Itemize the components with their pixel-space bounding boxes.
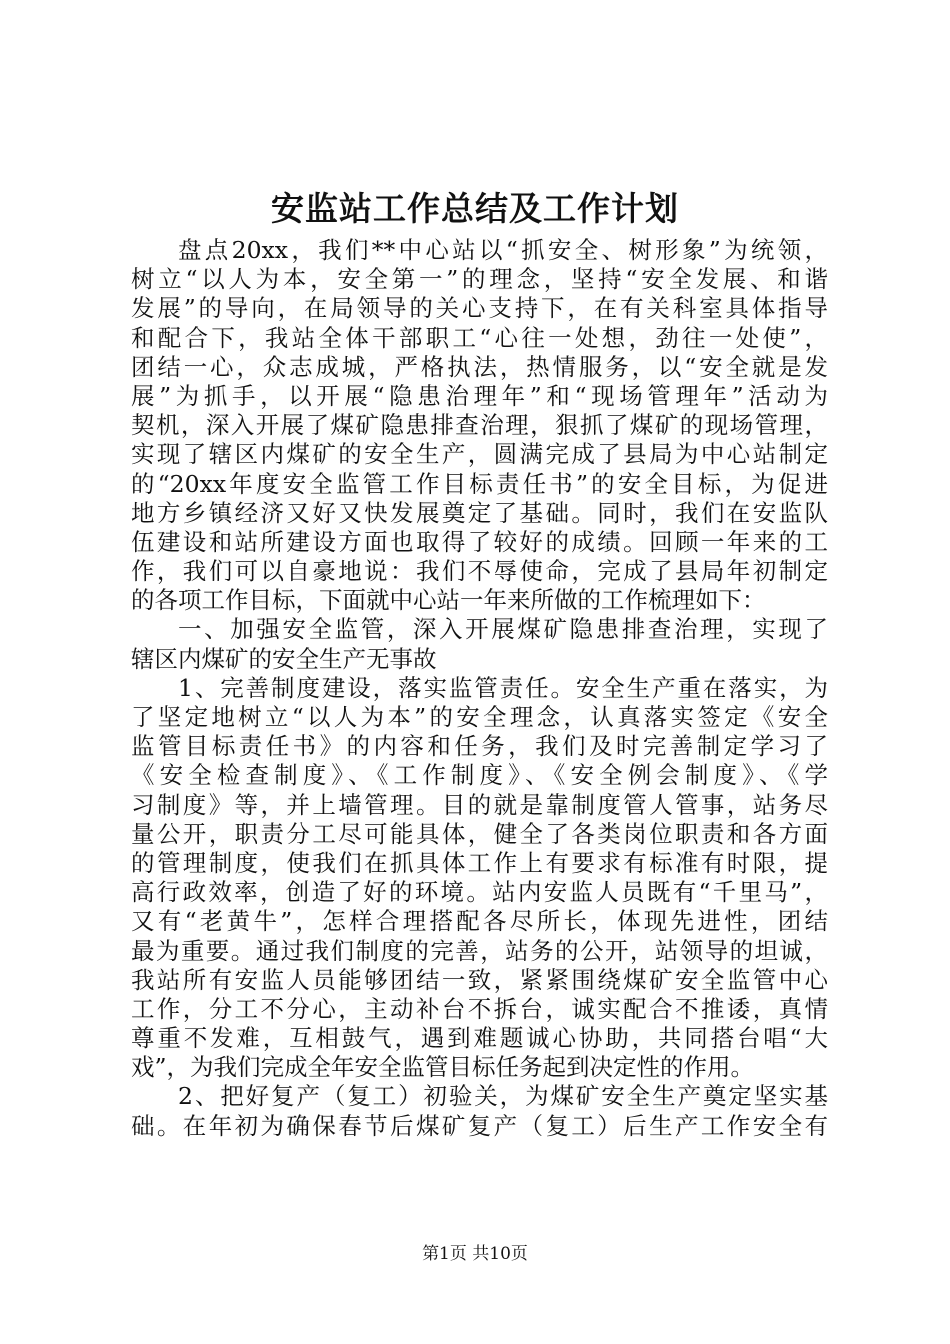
body-line: 伍建设和站所建设方面也取得了较好的成绩。回顾一年来的工 (131, 527, 828, 556)
body-line: 尊重不发难，互相鼓气，遇到难题诚心协助，共同搭台唱“大 (131, 1024, 828, 1053)
section-heading-line: 一、加强安全监管，深入开展煤矿隐患排查治理，实现了 (178, 615, 828, 644)
body-line: 实现了辖区内煤矿的安全生产，圆满完成了县局为中心站制定 (131, 440, 828, 469)
body-line: 盘点20xx，我们**中心站以“抓安全、树形象”为统领， (178, 236, 828, 264)
body-line: 又有“老黄牛”，怎样合理搭配各尽所长，体现先进性，团结 (131, 907, 828, 936)
body-line: 1、完善制度建设，落实监管责任。安全生产重在落实，为 (178, 673, 828, 702)
body-line: 最为重要。通过我们制度的完善，站务的公开，站领导的坦诚， (131, 936, 828, 965)
body-line: 的各项工作目标，下面就中心站一年来所做的工作梳理如下： (131, 586, 766, 615)
body-line: 和配合下，我站全体干部职工“心往一处想，劲往一处使”， (131, 323, 828, 352)
body-line: 高行政效率，创造了好的环境。站内安监人员既有“千里马”， (131, 878, 828, 907)
body-line: 契机，深入开展了煤矿隐患排查治理，狠抓了煤矿的现场管理， (131, 411, 828, 440)
body-line: 《安全检查制度》、《工作制度》、《安全例会制度》、《学 (131, 761, 828, 790)
body-line: 量公开，职责分工尽可能具体，健全了各类岗位职责和各方面 (131, 819, 828, 848)
body-line: 的管理制度，使我们在抓具体工作上有要求有标准有时限，提 (131, 848, 828, 877)
body-line: 我站所有安监人员能够团结一致，紧紧围绕煤矿安全监管中心 (131, 965, 828, 994)
body-line: 监管目标责任书》的内容和任务，我们及时完善制定学习了 (131, 732, 828, 761)
body-line: 团结一心，众志成城，严格执法，热情服务，以“安全就是发 (131, 352, 828, 381)
section-heading-line: 辖区内煤矿的安全生产无事故 (131, 644, 437, 673)
body-line: 展”为抓手，以开展“隐患治理年”和“现场管理年”活动为 (131, 381, 828, 410)
body-line: 工作，分工不分心，主动补台不拆台，诚实配合不推诿，真情 (131, 994, 828, 1023)
body-line: 的“20xx年度安全监管工作目标责任书”的安全目标，为促进 (131, 469, 828, 498)
body-line: 2、把好复产（复工）初验关，为煤矿安全生产奠定坚实基 (178, 1082, 828, 1111)
document-title: 安监站工作总结及工作计划 (271, 189, 679, 228)
body-line: 作，我们可以自豪地说：我们不辱使命，完成了县局年初制定 (131, 557, 828, 586)
body-line: 发展”的导向，在局领导的关心支持下，在有关科室具体指导 (131, 294, 828, 323)
body-line: 树立“以人为本，安全第一”的理念，坚持“安全发展、和谐 (131, 265, 828, 294)
body-line: 地方乡镇经济又好又快发展奠定了基础。同时，我们在安监队 (131, 498, 828, 527)
body-line: 戏”，为我们完成全年安全监管目标任务起到决定性的作用。 (131, 1053, 755, 1082)
body-line: 础。在年初为确保春节后煤矿复产（复工）后生产工作安全有 (131, 1111, 828, 1140)
document-body (131, 236, 828, 1141)
body-line: 了坚定地树立“以人为本”的安全理念，认真落实签定《安全 (131, 703, 828, 731)
body-line: 习制度》等，并上墙管理。目的就是靠制度管人管事，站务尽 (131, 790, 828, 819)
page-footer: 第1页 共10页 (422, 1244, 528, 1264)
